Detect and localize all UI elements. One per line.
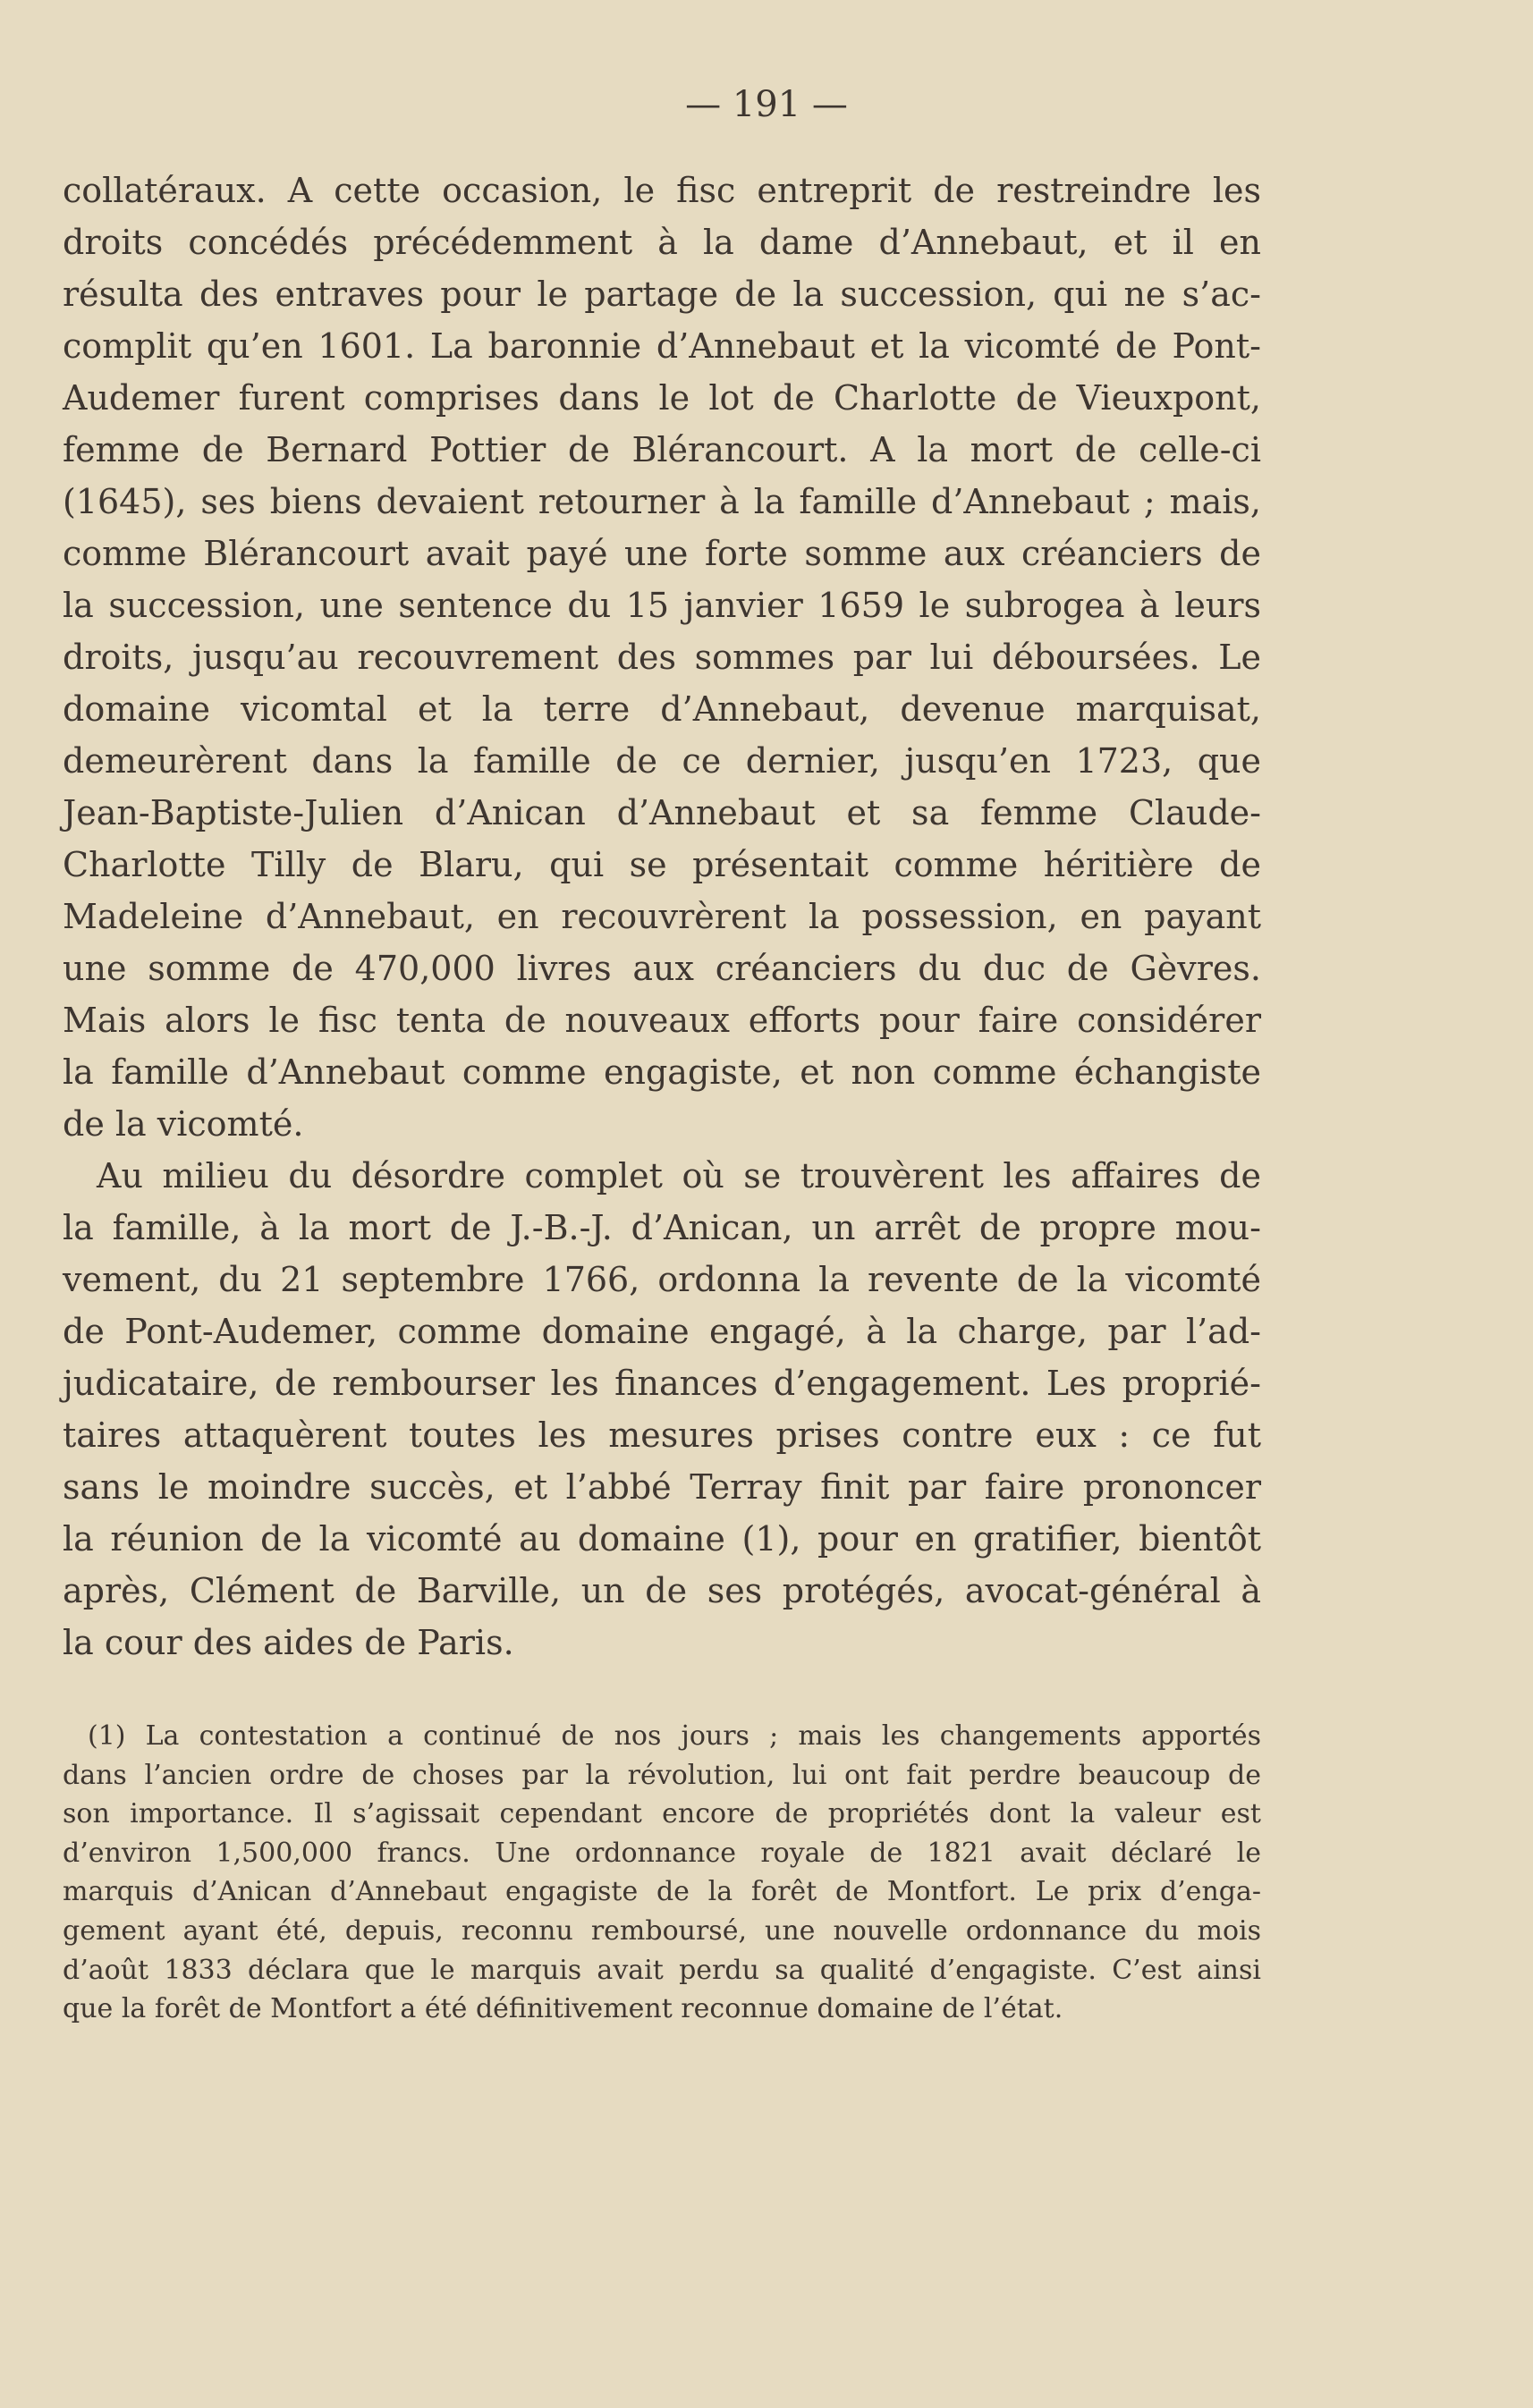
text-line: la famille, à la mort de J.-B.-J. d’Anican, un arrêt de propre mou- xyxy=(63,1208,1261,1247)
text-line: la succession, une sentence du 15 janvier 1659 le subrogea à leurs xyxy=(63,586,1261,625)
text-line: Madeleine d’Annebaut, en recouvrèrent la possession, en payant xyxy=(63,897,1261,936)
text-line: résulta des entraves pour le partage de la succession, qui ne s’ac- xyxy=(63,275,1261,314)
text-line: complit qu’en 1601. La baronnie d’Annebaut et la vicomté de Pont- xyxy=(63,326,1261,366)
footnote-line: gement ayant été, depuis, reconnu remboursé, une nouvelle ordonnance du mois xyxy=(63,1914,1261,1947)
text-line: Audemer furent comprises dans le lot de Charlotte de Vieuxpont, xyxy=(63,378,1261,418)
text-line: la famille d’Annebaut comme engagiste, et non comme échangiste xyxy=(63,1052,1261,1092)
text-line: une somme de 470,000 livres aux créanciers du duc de Gèvres. xyxy=(63,949,1261,988)
text-line: la cour des aides de Paris. xyxy=(63,1623,514,1662)
text-line: sans le moindre succès, et l’abbé Terray finit par faire prononcer xyxy=(63,1467,1261,1507)
text-line: droits concédés précédemment à la dame d’Annebaut, et il en xyxy=(63,223,1261,262)
text-line: Au milieu du désordre complet où se trouvèrent les affaires de xyxy=(97,1156,1261,1196)
text-line: Mais alors le fisc tenta de nouveaux efforts pour faire considérer xyxy=(63,1001,1261,1040)
footnote-line: d’août 1833 déclara que le marquis avait perdu sa qualité d’engagiste. C’est ainsi xyxy=(63,1954,1261,1986)
text-line: collatéraux. A cette occasion, le fisc entreprit de restreindre les xyxy=(63,171,1261,210)
text-line: vement, du 21 septembre 1766, ordonna la revente de la vicomté xyxy=(63,1260,1261,1299)
text-line: droits, jusqu’au recouvrement des sommes par lui déboursées. Le xyxy=(63,638,1261,677)
text-line: de la vicomté. xyxy=(63,1104,304,1144)
footnote-line: que la forêt de Montfort a été définitivement reconnue domaine de l’état. xyxy=(63,1993,1063,2025)
text-line: Jean-Baptiste-Julien d’Anican d’Annebaut et sa femme Claude- xyxy=(63,793,1261,832)
text-line: la réunion de la vicomté au domaine (1), pour en gratifier, bientôt xyxy=(63,1519,1261,1559)
text-line: de Pont-Audemer, comme domaine engagé, à la charge, par l’ad- xyxy=(63,1312,1261,1351)
text-line: (1645), ses biens devaient retourner à la famille d’Annebaut ; mais, xyxy=(63,482,1261,521)
page-number: — 191 — xyxy=(685,84,848,125)
text-line: Charlotte Tilly de Blaru, qui se présentait comme héritière de xyxy=(63,845,1261,884)
footnote-line: (1) La contestation a continué de nos jours ; mais les changements apportés xyxy=(88,1720,1261,1752)
main-text xyxy=(63,165,1261,1669)
text-line: femme de Bernard Pottier de Blérancourt. A la mort de celle-ci xyxy=(63,430,1261,469)
text-line: après, Clément de Barville, un de ses protégés, avocat-général à xyxy=(63,1571,1261,1610)
text-line: domaine vicomtal et la terre d’Annebaut, devenue marquisat, xyxy=(63,689,1261,729)
footnote-line: son importance. Il s’agissait cependant encore de propriétés dont la valeur est xyxy=(63,1798,1261,1830)
footnote-line: dans l’ancien ordre de choses par la révolution, lui ont fait perdre beaucoup de xyxy=(63,1759,1261,1791)
text-line: comme Blérancourt avait payé une forte somme aux créanciers de xyxy=(63,534,1261,573)
footnote-line: d’environ 1,500,000 francs. Une ordonnance royale de 1821 avait déclaré le xyxy=(63,1837,1261,1869)
text-line: taires attaquèrent toutes les mesures prises contre eux : ce fut xyxy=(63,1415,1261,1455)
footnote-line: marquis d’Anican d’Annebaut engagiste de la forêt de Montfort. Le prix d’enga- xyxy=(63,1876,1261,1908)
footnote xyxy=(63,1717,1261,2029)
text-line: judicataire, de rembourser les finances d’engagement. Les proprié- xyxy=(63,1364,1261,1403)
text-line: demeurèrent dans la famille de ce dernier, jusqu’en 1723, que xyxy=(63,741,1261,781)
